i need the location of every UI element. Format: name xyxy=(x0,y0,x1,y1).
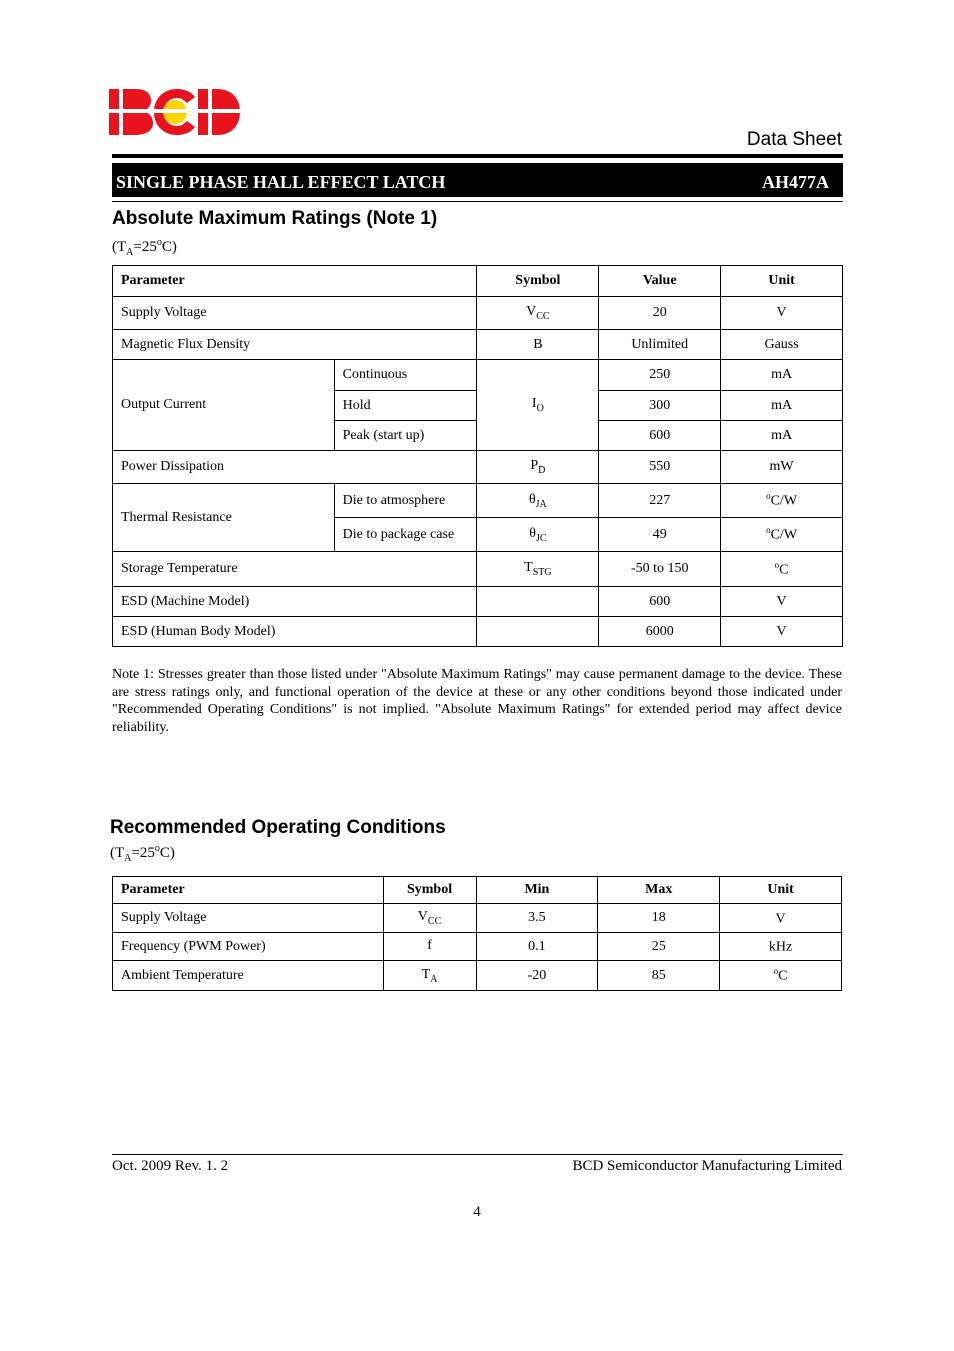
table-row: Hold 300 mA xyxy=(113,391,843,421)
title-underline xyxy=(112,201,843,202)
product-title: SINGLE PHASE HALL EFFECT LATCH xyxy=(116,172,446,192)
table-row: Peak (start up) 600 mA xyxy=(113,421,843,451)
table-row: Storage Temperature $T_{STG}$ -50 to 150 $^o$C xyxy=(113,552,843,587)
table-row: ESD (Human Body Model) 6000 V xyxy=(113,617,843,647)
table-header-row xyxy=(113,266,843,297)
table-row: Magnetic Flux Density B Unlimited Gauss xyxy=(113,330,843,360)
table-row: Thermal Resistance Die to atmosphere $\theta_{JA}$ 227 $^o$C/W xyxy=(113,484,843,518)
col-value: Value xyxy=(599,266,721,297)
footer-date-revision: Oct. 2009 Rev. 1. 2 xyxy=(112,1158,229,1174)
table-row: Die to package case $\theta_{JC}$ 49 $^o$C/W xyxy=(113,518,843,552)
col-parameter: Parameter xyxy=(113,266,477,297)
title-bar xyxy=(112,163,843,197)
table-header-row xyxy=(113,877,842,904)
header-rule xyxy=(112,154,843,158)
table-row: ESD (Machine Model) 600 V xyxy=(113,587,843,617)
col-parameter: Parameter xyxy=(113,877,384,904)
abs-max-condition: $(T_A=25^oC)$ xyxy=(112,237,177,258)
part-number: AH477A xyxy=(762,172,829,192)
table-row: Ambient Temperature $T_A$ -20 85 $^o$C xyxy=(113,961,842,991)
col-max: Max xyxy=(598,877,720,904)
col-min: Min xyxy=(476,877,598,904)
abs-max-heading: Absolute Maximum Ratings (Note 1) xyxy=(112,208,438,229)
doc-type-label: Data Sheet xyxy=(746,129,842,150)
footer-company: BCD Semiconductor Manufacturing Limited xyxy=(572,1158,842,1174)
col-unit: Unit xyxy=(720,877,842,904)
table-row: Supply Voltage $V_{CC}$ 3.5 18 V xyxy=(113,904,842,933)
roc-condition: $(T_A=25^oC)$ xyxy=(110,843,175,864)
note-1: Note 1: Stresses greater than those listed under "Absolute Maximum Ratings" may cause permanent damage to the device. These are stress ratings only, and functional operation of the device at these or any other conditions beyond those indicated under "Recommended Operating Conditions" is not implied. "Absolute Maximum Ratings" for extended period may affect device reliability. xyxy=(112,667,842,736)
table-row: Supply Voltage $V_{CC}$ 20 V xyxy=(113,297,843,330)
bcd-logo xyxy=(109,87,241,137)
abs-max-table xyxy=(112,265,843,647)
roc-heading: Recommended Operating Conditions xyxy=(110,817,446,838)
page-number: 4 xyxy=(473,1204,481,1220)
col-symbol: Symbol xyxy=(477,266,599,297)
col-symbol: Symbol xyxy=(383,877,476,904)
footer-rule xyxy=(112,1154,843,1155)
col-unit: Unit xyxy=(721,266,843,297)
table-row: Frequency (PWM Power) f 0.1 25 kHz xyxy=(113,933,842,961)
roc-table xyxy=(112,876,842,991)
table-row: Power Dissipation $P_D$ 550 mW xyxy=(113,451,843,484)
table-row: Output Current Continuous $I_O$ 250 mA xyxy=(113,360,843,391)
